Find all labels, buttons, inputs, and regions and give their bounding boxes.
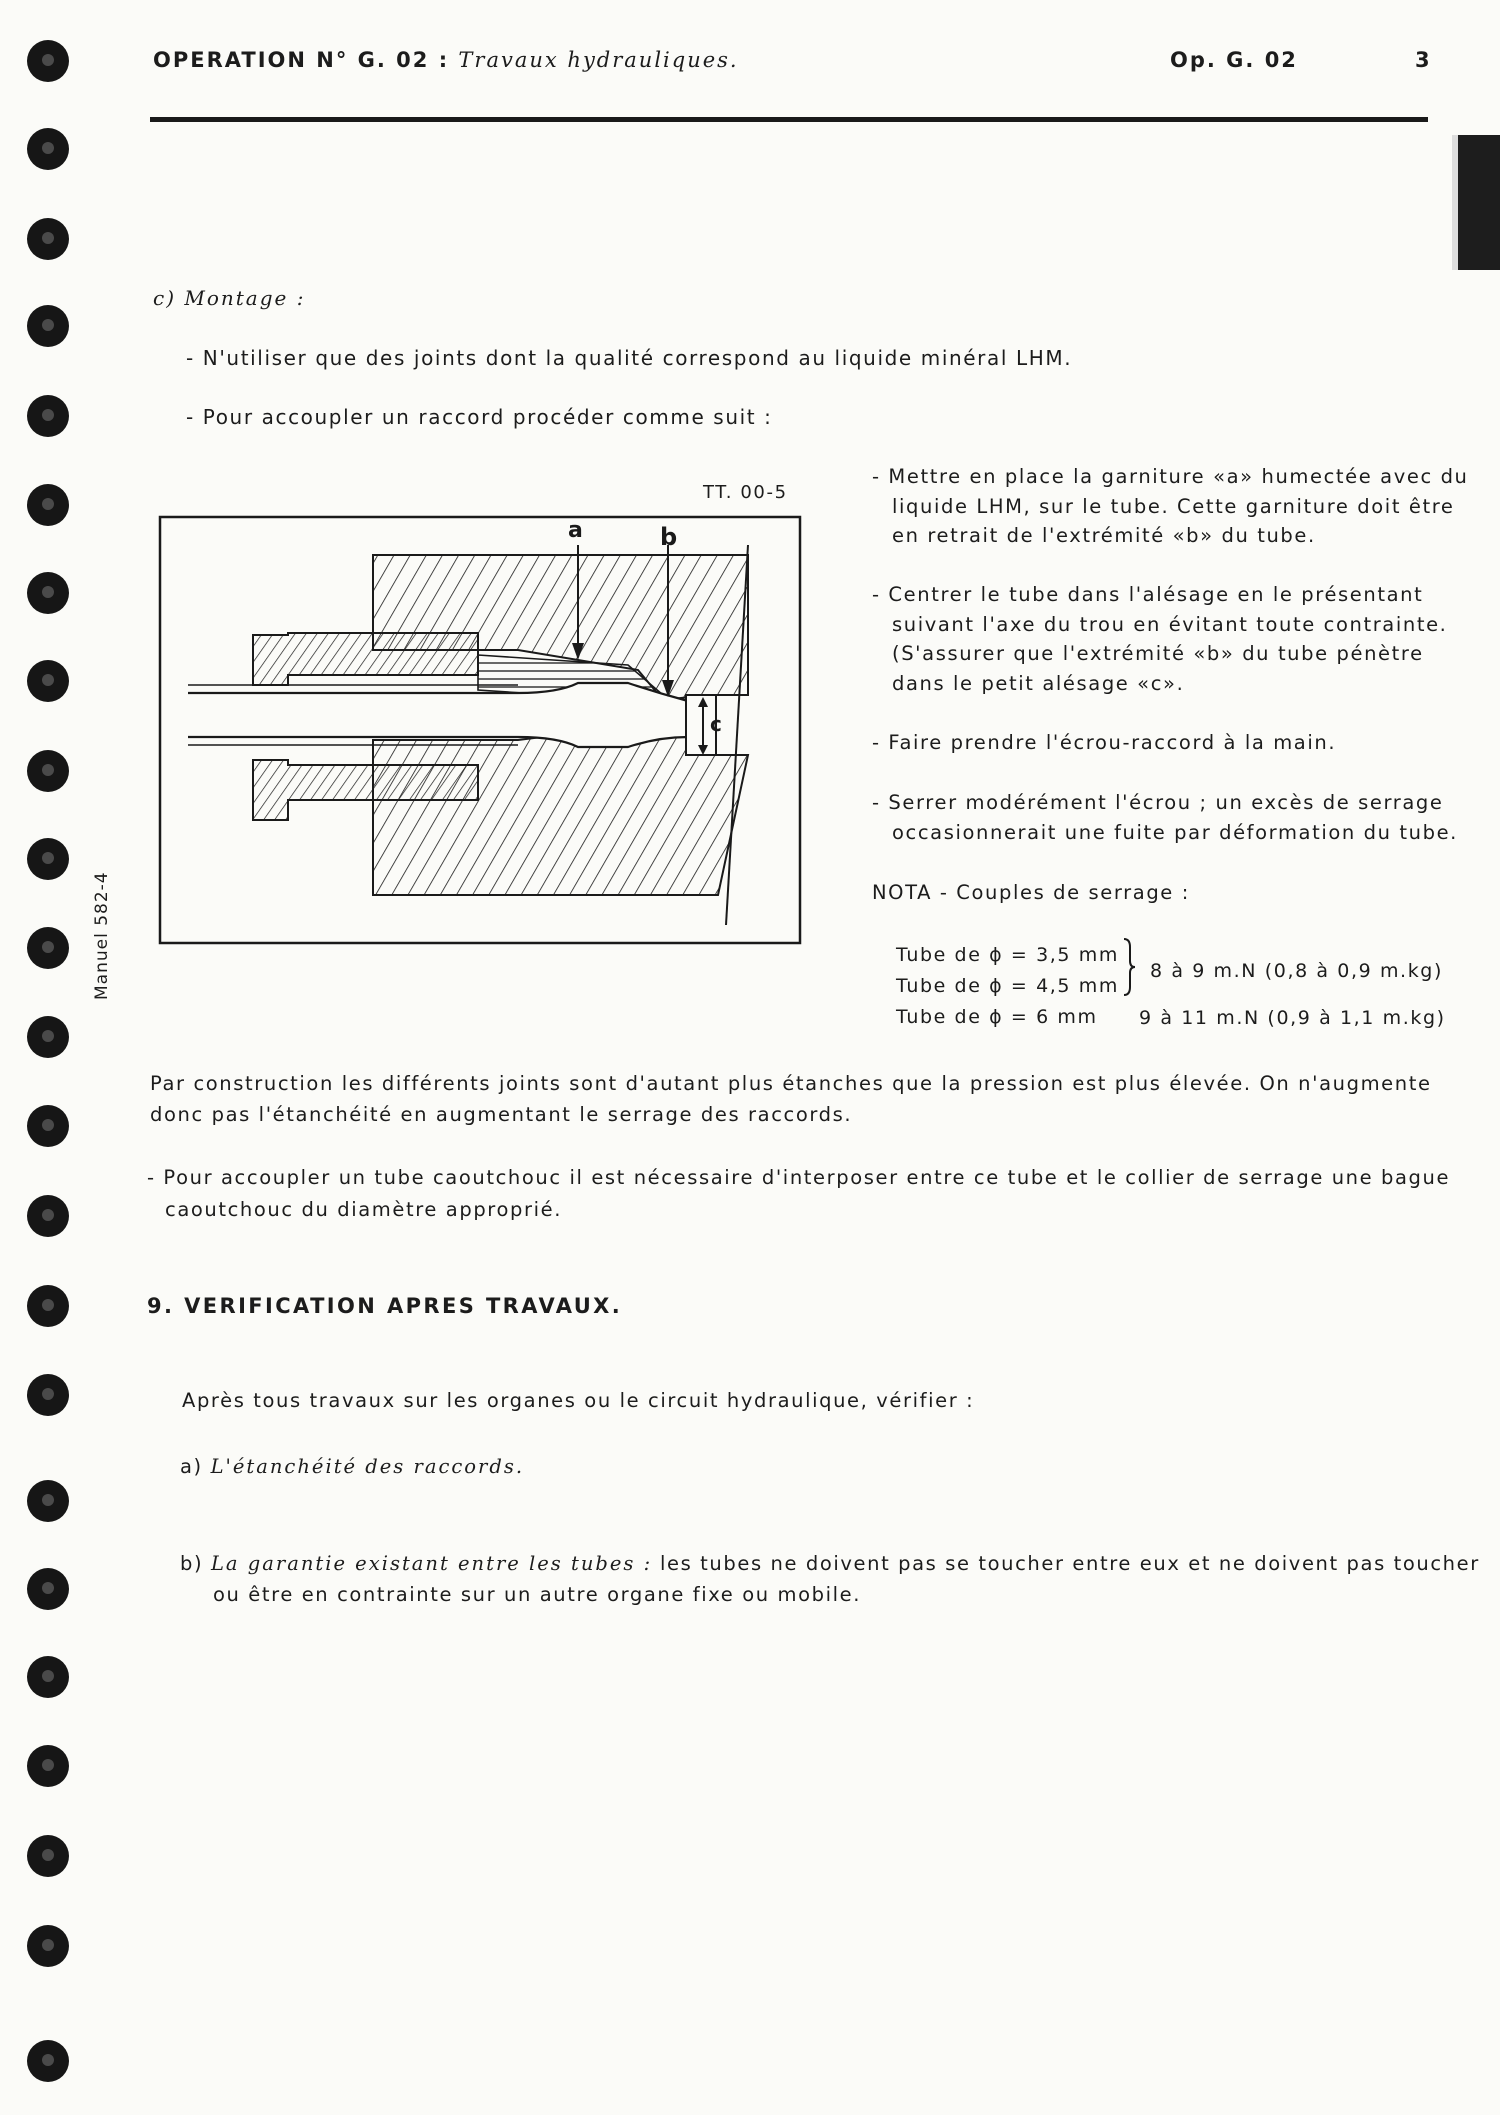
header-rule <box>150 117 1428 122</box>
binder-hole <box>27 1016 69 1058</box>
label-a: a <box>568 518 583 543</box>
step-2: - Centrer le tube dans l'alésage en le présentant suivant l'axe du trou en évitant toute contrainte. (S'assurer que l'extrémité «b» du tube pénètre dans le petit alésage «c». <box>872 583 1448 695</box>
nota-row-3: Tube de ϕ = 6 mm <box>896 1006 1098 1028</box>
torque-2: 9 à 11 m.N (0,9 à 1,1 m.kg) <box>1139 1007 1446 1029</box>
binder-hole <box>27 484 69 526</box>
binder-hole <box>27 1835 69 1877</box>
check-b: b) La garantie existant entre les tubes : les tubes ne doivent pas se toucher entre eux et ne doivent pas toucher ou être en contrainte sur un autre organe fixe ou mobile. <box>180 1552 1480 1606</box>
page-header <box>153 48 739 72</box>
brace <box>1122 937 1132 995</box>
binder-hole <box>27 305 69 347</box>
operation-ref: Op. G. 02 <box>1170 48 1298 72</box>
binder-hole <box>27 218 69 260</box>
nota-title: NOTA - Couples de serrage : <box>872 881 1190 904</box>
binder-hole <box>27 1105 69 1147</box>
binder-hole <box>27 927 69 969</box>
paragraph-1: Par construction les différents joints sont d'autant plus étanches que la pression est plus élevée. On n'augmente donc pas l'étanchéité en augmentant le serrage des raccords. <box>150 1072 1432 1126</box>
nota-row-2: Tube de ϕ = 4,5 mm <box>896 975 1119 997</box>
section-9-heading: 9. VERIFICATION APRES TRAVAUX. <box>147 1294 623 1318</box>
check-a: a) L'étanchéité des raccords. <box>180 1455 525 1478</box>
section-9-intro: Après tous travaux sur les organes ou le circuit hydraulique, vérifier : <box>182 1389 975 1412</box>
operation-title: Travaux hydrauliques. <box>458 48 739 72</box>
label-c: c <box>710 712 722 736</box>
binder-hole <box>27 838 69 880</box>
margin-label: Manuel 582-4 <box>92 871 112 1000</box>
montage-line-2: - Pour accoupler un raccord procéder comme suit : <box>186 405 773 429</box>
binder-hole <box>27 572 69 614</box>
binder-hole <box>27 1656 69 1698</box>
binder-hole <box>27 128 69 170</box>
montage-heading: c) Montage : <box>153 286 306 310</box>
binder-hole <box>27 660 69 702</box>
step-3: - Faire prendre l'écrou-raccord à la main. <box>872 731 1337 754</box>
montage-line-1: - N'utiliser que des joints dont la qualité correspond au liquide minéral LHM. <box>186 346 1073 370</box>
binder-hole <box>27 1745 69 1787</box>
nota-table <box>896 940 1119 1033</box>
binder-hole <box>27 2040 69 2082</box>
binder-hole <box>27 395 69 437</box>
label-b: b <box>660 523 678 551</box>
step-1: - Mettre en place la garniture «a» humectée avec du liquide LHM, sur le tube. Cette garniture doit être en retrait de l'extrémité «b» du tube. <box>872 465 1469 547</box>
binder-hole <box>27 1568 69 1610</box>
nota-row-1: Tube de ϕ = 3,5 mm <box>896 944 1119 966</box>
binder-hole <box>27 1374 69 1416</box>
step-4: - Serrer modérément l'écrou ; un excès de serrage occasionnerait une fuite par déformation du tube. <box>872 791 1458 844</box>
page-number: 3 <box>1415 48 1432 72</box>
binder-hole <box>27 40 69 82</box>
binder-hole <box>27 1285 69 1327</box>
binder-hole <box>27 1195 69 1237</box>
binder-hole <box>27 1480 69 1522</box>
binder-hole <box>27 750 69 792</box>
torque-1: 8 à 9 m.N (0,8 à 0,9 m.kg) <box>1150 960 1443 982</box>
binder-hole <box>27 1925 69 1967</box>
page-edge-tab <box>1452 135 1500 270</box>
figure-ref: TT. 00-5 <box>703 482 788 503</box>
fitting-diagram <box>158 515 803 945</box>
paragraph-2: - Pour accoupler un tube caoutchouc il est nécessaire d'interposer entre ce tube et le collier de serrage une bague caoutchouc du diamètre approprié. <box>147 1166 1451 1221</box>
operation-number: OPERATION N° G. 02 : <box>153 48 459 72</box>
